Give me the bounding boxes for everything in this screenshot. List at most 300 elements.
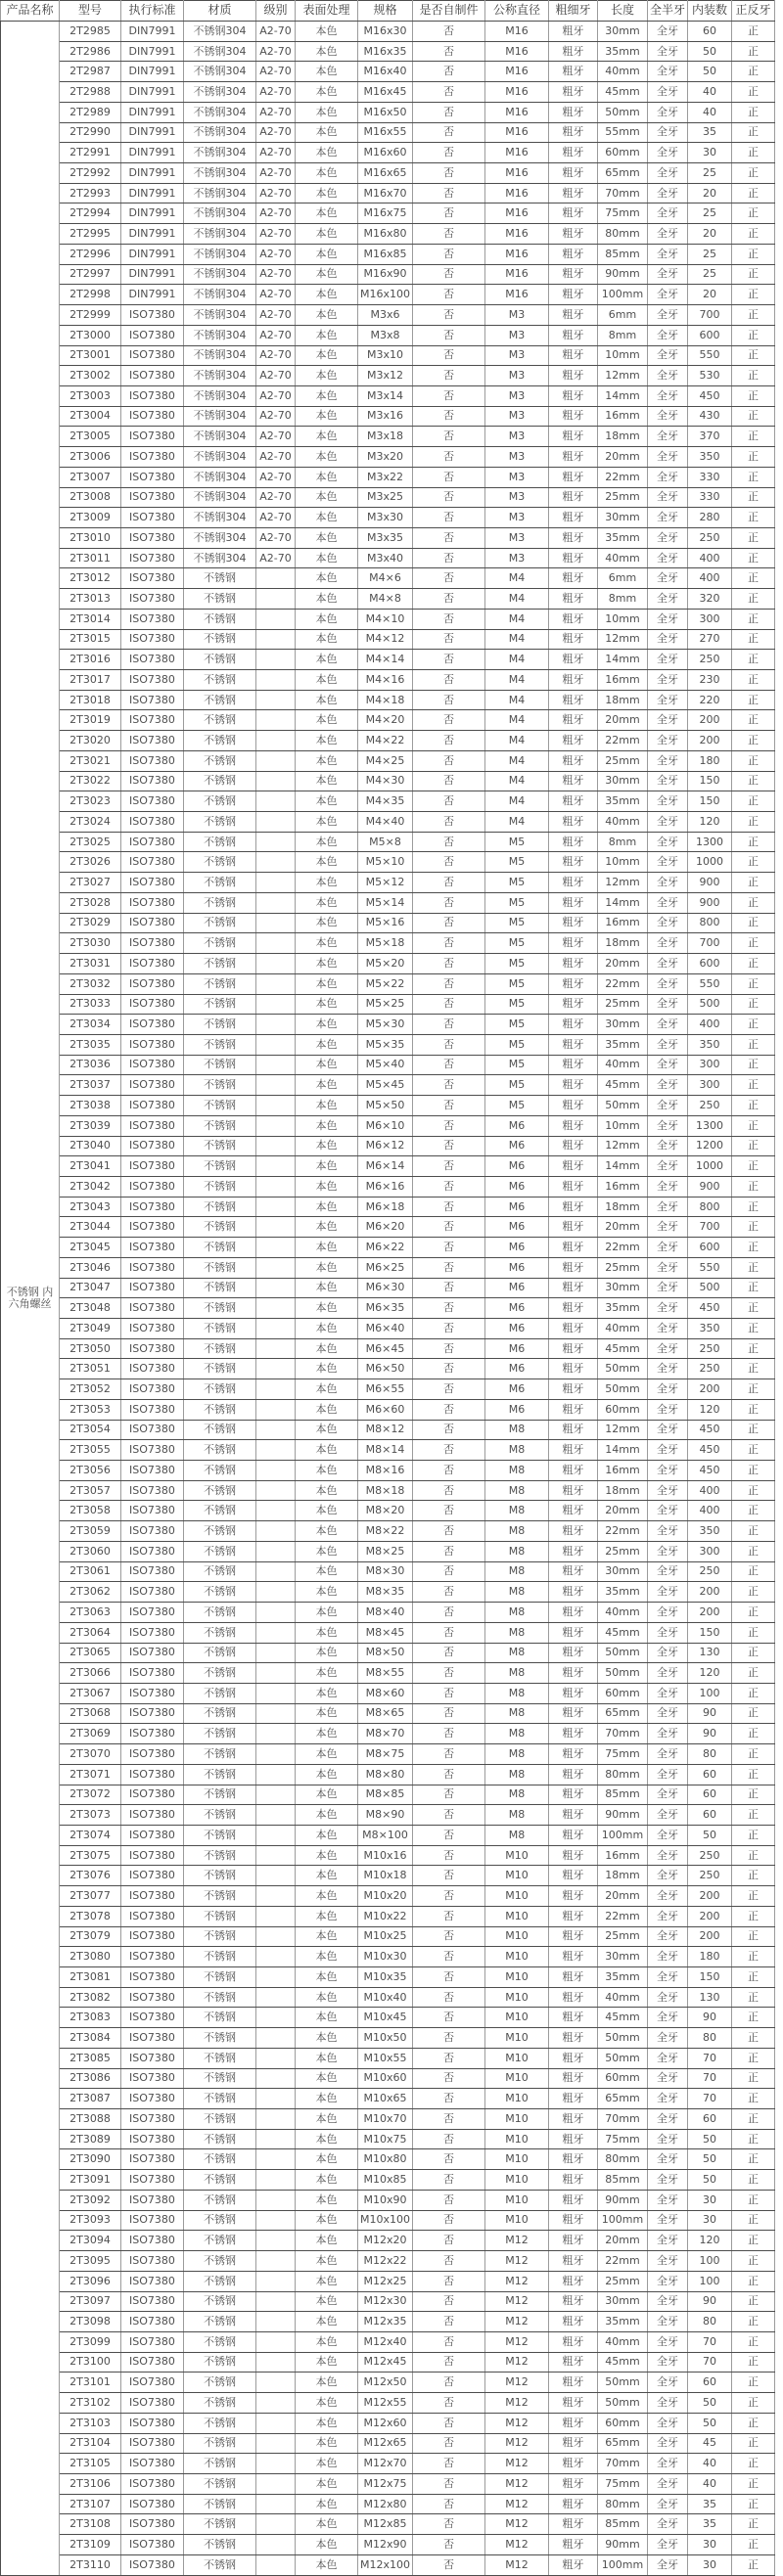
diameter-cell: M3 — [485, 527, 549, 548]
model-cell: 2T3053 — [60, 1399, 121, 1420]
diameter-cell: M4 — [485, 710, 549, 731]
model-cell: 2T3034 — [60, 1015, 121, 1035]
spec-cell: M8×75 — [358, 1744, 413, 1765]
material-cell: 不锈钢 — [184, 954, 256, 974]
finish-cell: 本色 — [296, 731, 358, 751]
thread-type-cell: 粗牙 — [549, 203, 598, 224]
table-row — [1, 1501, 775, 1521]
full-thread-cell: 全牙 — [648, 873, 688, 893]
diameter-cell: M16 — [485, 264, 549, 285]
model-cell: 2T3092 — [60, 2190, 121, 2210]
model-cell: 2T3030 — [60, 933, 121, 954]
direction-cell: 正 — [732, 1055, 775, 1075]
thread-type-cell: 粗牙 — [549, 1399, 598, 1420]
full-thread-cell: 全牙 — [648, 1379, 688, 1400]
full-thread-cell: 全牙 — [648, 1298, 688, 1319]
finish-cell: 本色 — [296, 244, 358, 264]
table-row — [1, 1238, 775, 1258]
full-thread-cell: 全牙 — [648, 771, 688, 791]
diameter-cell: M6 — [485, 1238, 549, 1258]
full-thread-cell: 全牙 — [648, 1278, 688, 1298]
standard-cell: ISO7380 — [121, 731, 184, 751]
grade-cell — [256, 650, 296, 670]
grade-cell: A2-70 — [256, 447, 296, 468]
standard-cell: ISO7380 — [121, 589, 184, 610]
length-cell: 40mm — [598, 2331, 648, 2352]
thread-type-cell: 粗牙 — [549, 2170, 598, 2191]
table-row — [1, 2251, 775, 2272]
self-made-cell: 否 — [413, 1845, 485, 1866]
length-cell: 18mm — [598, 933, 648, 954]
material-cell: 不锈钢 — [184, 1379, 256, 1400]
direction-cell: 正 — [732, 427, 775, 447]
diameter-cell: M4 — [485, 791, 549, 812]
direction-cell: 正 — [732, 1461, 775, 1481]
finish-cell: 本色 — [296, 2109, 358, 2130]
length-cell: 22mm — [598, 1238, 648, 1258]
full-thread-cell: 全牙 — [648, 1845, 688, 1866]
diameter-cell: M6 — [485, 1197, 549, 1217]
material-cell: 不锈钢 — [184, 589, 256, 610]
full-thread-cell: 全牙 — [648, 467, 688, 487]
spec-cell: M10x75 — [358, 2129, 413, 2149]
self-made-cell: 否 — [413, 2433, 485, 2454]
table-row — [1, 1480, 775, 1501]
finish-cell: 本色 — [296, 2170, 358, 2191]
thread-type-cell: 粗牙 — [549, 1480, 598, 1501]
pack-qty-cell: 500 — [688, 1278, 732, 1298]
full-thread-cell: 全牙 — [648, 1015, 688, 1035]
grade-cell — [256, 1298, 296, 1319]
finish-cell: 本色 — [296, 2149, 358, 2170]
full-thread-cell: 全牙 — [648, 2454, 688, 2474]
finish-cell: 本色 — [296, 385, 358, 406]
spec-cell: M6×25 — [358, 1257, 413, 1278]
material-cell: 不锈钢 — [184, 2109, 256, 2130]
table-body — [1, 22, 775, 2576]
table-row — [1, 650, 775, 670]
direction-cell: 正 — [732, 731, 775, 751]
pack-qty-cell: 330 — [688, 487, 732, 508]
diameter-cell: M8 — [485, 1480, 549, 1501]
standard-cell: ISO7380 — [121, 1055, 184, 1075]
material-cell: 不锈钢 — [184, 1926, 256, 1947]
full-thread-cell: 全牙 — [648, 427, 688, 447]
model-cell: 2T3006 — [60, 447, 121, 468]
spec-cell: M12x35 — [358, 2312, 413, 2332]
spec-cell: M6×22 — [358, 1238, 413, 1258]
pack-qty-cell: 270 — [688, 629, 732, 650]
thread-type-cell: 粗牙 — [549, 2413, 598, 2433]
grade-cell — [256, 1947, 296, 1967]
spec-cell: M4×16 — [358, 670, 413, 691]
grade-cell — [256, 1055, 296, 1075]
direction-cell: 正 — [732, 2514, 775, 2535]
table-row — [1, 568, 775, 589]
table-row — [1, 2271, 775, 2291]
thread-type-cell: 粗牙 — [549, 427, 598, 447]
full-thread-cell: 全牙 — [648, 812, 688, 833]
spec-cell: M3x35 — [358, 527, 413, 548]
direction-cell: 正 — [732, 1886, 775, 1907]
model-cell: 2T3078 — [60, 1906, 121, 1926]
model-cell: 2T3039 — [60, 1115, 121, 1136]
spec-cell: M10x80 — [358, 2149, 413, 2170]
grade-cell — [256, 1440, 296, 1461]
model-cell: 2T3043 — [60, 1197, 121, 1217]
finish-cell: 本色 — [296, 1055, 358, 1075]
finish-cell: 本色 — [296, 1785, 358, 1805]
grade-cell — [256, 1278, 296, 1298]
table-row — [1, 82, 775, 103]
grade-cell: A2-70 — [256, 366, 296, 386]
pack-qty-cell: 30 — [688, 2190, 732, 2210]
diameter-cell: M12 — [485, 2331, 549, 2352]
spec-cell: M3x12 — [358, 366, 413, 386]
grade-cell — [256, 2231, 296, 2251]
full-thread-cell: 全牙 — [648, 1359, 688, 1379]
grade-cell: A2-70 — [256, 427, 296, 447]
model-cell: 2T3033 — [60, 994, 121, 1015]
pack-qty-cell: 550 — [688, 1257, 732, 1278]
diameter-cell: M10 — [485, 2190, 549, 2210]
material-cell: 不锈钢 — [184, 2535, 256, 2555]
length-cell: 20mm — [598, 1501, 648, 1521]
material-cell: 不锈钢304 — [184, 508, 256, 528]
finish-cell: 本色 — [296, 1764, 358, 1785]
full-thread-cell: 全牙 — [648, 731, 688, 751]
diameter-cell: M3 — [485, 467, 549, 487]
material-cell: 不锈钢304 — [184, 62, 256, 82]
direction-cell: 正 — [732, 22, 775, 42]
diameter-cell: M16 — [485, 22, 549, 42]
grade-cell — [256, 1926, 296, 1947]
pack-qty-cell: 40 — [688, 102, 732, 122]
length-cell: 30mm — [598, 771, 648, 791]
standard-cell: ISO7380 — [121, 548, 184, 568]
table-row — [1, 2514, 775, 2535]
direction-cell: 正 — [732, 1744, 775, 1765]
standard-cell: ISO7380 — [121, 1379, 184, 1400]
finish-cell: 本色 — [296, 447, 358, 468]
direction-cell: 正 — [732, 285, 775, 305]
spec-cell: M3x25 — [358, 487, 413, 508]
thread-type-cell: 粗牙 — [549, 224, 598, 245]
direction-cell: 正 — [732, 325, 775, 345]
direction-cell: 正 — [732, 1257, 775, 1278]
self-made-cell: 否 — [413, 2494, 485, 2514]
pack-qty-cell: 40 — [688, 82, 732, 103]
spec-cell: M12x40 — [358, 2331, 413, 2352]
spec-cell: M16x85 — [358, 244, 413, 264]
thread-type-cell: 粗牙 — [549, 650, 598, 670]
self-made-cell: 否 — [413, 1238, 485, 1258]
self-made-cell: 否 — [413, 1359, 485, 1379]
spec-cell: M4×20 — [358, 710, 413, 731]
model-cell: 2T3068 — [60, 1703, 121, 1724]
pack-qty-cell: 200 — [688, 710, 732, 731]
diameter-cell: M8 — [485, 1724, 549, 1744]
standard-cell: ISO7380 — [121, 812, 184, 833]
full-thread-cell: 全牙 — [648, 791, 688, 812]
spec-cell: M3x16 — [358, 406, 413, 427]
grade-cell — [256, 1075, 296, 1096]
full-thread-cell: 全牙 — [648, 1906, 688, 1926]
table-row — [1, 2190, 775, 2210]
finish-cell: 本色 — [296, 2271, 358, 2291]
thread-type-cell: 粗牙 — [549, 913, 598, 933]
pack-qty-cell: 700 — [688, 1217, 732, 1238]
self-made-cell: 否 — [413, 812, 485, 833]
spec-cell: M10x16 — [358, 1845, 413, 1866]
self-made-cell: 否 — [413, 508, 485, 528]
self-made-cell: 否 — [413, 385, 485, 406]
full-thread-cell: 全牙 — [648, 2170, 688, 2191]
model-cell: 2T2997 — [60, 264, 121, 285]
finish-cell: 本色 — [296, 913, 358, 933]
material-cell: 不锈钢 — [184, 1015, 256, 1035]
thread-type-cell: 粗牙 — [549, 2149, 598, 2170]
self-made-cell: 否 — [413, 1176, 485, 1197]
pack-qty-cell: 90 — [688, 1724, 732, 1744]
material-cell: 不锈钢 — [184, 568, 256, 589]
thread-type-cell: 粗牙 — [549, 1926, 598, 1947]
finish-cell: 本色 — [296, 1217, 358, 1238]
diameter-cell: M5 — [485, 1075, 549, 1096]
self-made-cell: 否 — [413, 1461, 485, 1481]
spec-cell: M12x70 — [358, 2454, 413, 2474]
thread-type-cell: 粗牙 — [549, 264, 598, 285]
model-cell: 2T3072 — [60, 1785, 121, 1805]
standard-cell: ISO7380 — [121, 1176, 184, 1197]
length-cell: 12mm — [598, 873, 648, 893]
model-cell: 2T3102 — [60, 2393, 121, 2414]
model-cell: 2T2995 — [60, 224, 121, 245]
length-cell: 100mm — [598, 2210, 648, 2231]
model-cell: 2T3016 — [60, 650, 121, 670]
material-cell: 不锈钢 — [184, 2129, 256, 2149]
thread-type-cell: 粗牙 — [549, 1947, 598, 1967]
diameter-cell: M16 — [485, 163, 549, 184]
full-thread-cell: 全牙 — [648, 2352, 688, 2373]
length-cell: 75mm — [598, 1744, 648, 1765]
self-made-cell: 否 — [413, 1399, 485, 1420]
self-made-cell: 否 — [413, 2535, 485, 2555]
self-made-cell: 否 — [413, 2028, 485, 2049]
material-cell: 不锈钢 — [184, 994, 256, 1015]
direction-cell: 正 — [732, 2149, 775, 2170]
length-cell: 25mm — [598, 994, 648, 1015]
self-made-cell: 否 — [413, 1075, 485, 1096]
pack-qty-cell: 350 — [688, 447, 732, 468]
model-cell: 2T3046 — [60, 1257, 121, 1278]
pack-qty-cell: 100 — [688, 1683, 732, 1703]
self-made-cell: 否 — [413, 264, 485, 285]
finish-cell: 本色 — [296, 892, 358, 913]
thread-type-cell: 粗牙 — [549, 1176, 598, 1197]
thread-type-cell: 粗牙 — [549, 22, 598, 42]
table-row — [1, 933, 775, 954]
self-made-cell: 否 — [413, 305, 485, 326]
pack-qty-cell: 550 — [688, 345, 732, 366]
self-made-cell: 否 — [413, 791, 485, 812]
pack-qty-cell: 1000 — [688, 852, 732, 873]
full-thread-cell: 全牙 — [648, 1561, 688, 1582]
spec-cell: M5×20 — [358, 954, 413, 974]
standard-cell: ISO7380 — [121, 750, 184, 771]
material-cell: 不锈钢 — [184, 2312, 256, 2332]
pack-qty-cell: 250 — [688, 1359, 732, 1379]
length-cell: 22mm — [598, 2251, 648, 2272]
self-made-cell: 否 — [413, 1603, 485, 1623]
grade-cell — [256, 2433, 296, 2454]
material-cell: 不锈钢 — [184, 2554, 256, 2575]
model-cell: 2T3054 — [60, 1420, 121, 1440]
thread-type-cell: 粗牙 — [549, 2494, 598, 2514]
self-made-cell: 否 — [413, 731, 485, 751]
model-cell: 2T3035 — [60, 1034, 121, 1055]
direction-cell: 正 — [732, 1825, 775, 1845]
model-cell: 2T3012 — [60, 568, 121, 589]
thread-type-cell: 粗牙 — [549, 345, 598, 366]
grade-cell — [256, 994, 296, 1015]
thread-type-cell: 粗牙 — [549, 1501, 598, 1521]
diameter-cell: M5 — [485, 1015, 549, 1035]
model-cell: 2T3050 — [60, 1338, 121, 1359]
thread-type-cell: 粗牙 — [549, 1603, 598, 1623]
grade-cell — [256, 2413, 296, 2433]
self-made-cell: 否 — [413, 1015, 485, 1035]
diameter-cell: M16 — [485, 102, 549, 122]
grade-cell — [256, 1015, 296, 1035]
diameter-cell: M10 — [485, 1926, 549, 1947]
material-cell: 不锈钢 — [184, 1096, 256, 1116]
full-thread-cell: 全牙 — [648, 1785, 688, 1805]
thread-type-cell: 粗牙 — [549, 1643, 598, 1663]
grade-cell: A2-70 — [256, 102, 296, 122]
direction-cell: 正 — [732, 1967, 775, 1988]
self-made-cell: 否 — [413, 427, 485, 447]
thread-type-cell: 粗牙 — [549, 1785, 598, 1805]
grade-cell — [256, 1744, 296, 1765]
length-cell: 45mm — [598, 1075, 648, 1096]
self-made-cell: 否 — [413, 2413, 485, 2433]
material-cell: 不锈钢304 — [184, 102, 256, 122]
direction-cell: 正 — [732, 183, 775, 203]
full-thread-cell: 全牙 — [648, 2433, 688, 2454]
standard-cell: DIN7991 — [121, 41, 184, 62]
pack-qty-cell: 130 — [688, 1643, 732, 1663]
pack-qty-cell: 400 — [688, 568, 732, 589]
direction-cell: 正 — [732, 1238, 775, 1258]
grade-cell — [256, 1663, 296, 1684]
pack-qty-cell: 90 — [688, 1703, 732, 1724]
self-made-cell: 否 — [413, 1338, 485, 1359]
spec-cell: M10x65 — [358, 2089, 413, 2109]
pack-qty-cell: 50 — [688, 2170, 732, 2191]
spec-cell: M4×30 — [358, 771, 413, 791]
grade-cell: A2-70 — [256, 305, 296, 326]
standard-cell: ISO7380 — [121, 1703, 184, 1724]
grade-cell — [256, 589, 296, 610]
model-cell: 2T3067 — [60, 1683, 121, 1703]
thread-type-cell: 粗牙 — [549, 527, 598, 548]
diameter-cell: M3 — [485, 305, 549, 326]
material-cell: 不锈钢 — [184, 1785, 256, 1805]
model-cell: 2T3002 — [60, 366, 121, 386]
model-cell: 2T3042 — [60, 1176, 121, 1197]
diameter-cell: M10 — [485, 2008, 549, 2028]
finish-cell: 本色 — [296, 2413, 358, 2433]
length-cell: 20mm — [598, 710, 648, 731]
diameter-cell: M6 — [485, 1136, 549, 1156]
length-cell: 22mm — [598, 1906, 648, 1926]
direction-cell: 正 — [732, 1015, 775, 1035]
direction-cell: 正 — [732, 203, 775, 224]
material-cell: 不锈钢 — [184, 1582, 256, 1603]
table-row — [1, 2473, 775, 2494]
table-row — [1, 1055, 775, 1075]
table-row — [1, 1663, 775, 1684]
finish-cell: 本色 — [296, 852, 358, 873]
standard-cell: ISO7380 — [121, 1886, 184, 1907]
spec-cell: M12x80 — [358, 2494, 413, 2514]
thread-type-cell: 粗牙 — [549, 1663, 598, 1684]
pack-qty-cell: 250 — [688, 1338, 732, 1359]
table-row — [1, 143, 775, 163]
table-row — [1, 1156, 775, 1177]
grade-cell — [256, 629, 296, 650]
full-thread-cell: 全牙 — [648, 1521, 688, 1542]
pack-qty-cell: 70 — [688, 2068, 732, 2089]
standard-cell: ISO7380 — [121, 1967, 184, 1988]
material-cell: 不锈钢 — [184, 1440, 256, 1461]
grade-cell — [256, 771, 296, 791]
grade-cell — [256, 852, 296, 873]
model-cell: 2T3004 — [60, 406, 121, 427]
thread-type-cell: 粗牙 — [549, 1987, 598, 2008]
thread-type-cell: 粗牙 — [549, 1319, 598, 1339]
spec-cell: M8×90 — [358, 1805, 413, 1826]
model-cell: 2T3069 — [60, 1724, 121, 1744]
direction-cell: 正 — [732, 527, 775, 548]
thread-type-cell: 粗牙 — [549, 1541, 598, 1561]
pack-qty-cell: 35 — [688, 2514, 732, 2535]
length-cell: 90mm — [598, 264, 648, 285]
model-cell: 2T3095 — [60, 2251, 121, 2272]
model-cell: 2T3098 — [60, 2312, 121, 2332]
table-row — [1, 1561, 775, 1582]
thread-type-cell: 粗牙 — [549, 2271, 598, 2291]
diameter-cell: M16 — [485, 224, 549, 245]
table-row — [1, 264, 775, 285]
length-cell: 50mm — [598, 2028, 648, 2049]
col-header-length: 长度 — [598, 1, 648, 22]
table-row — [1, 2331, 775, 2352]
finish-cell: 本色 — [296, 1399, 358, 1420]
finish-cell: 本色 — [296, 2494, 358, 2514]
pack-qty-cell: 370 — [688, 427, 732, 447]
spec-cell: M8×55 — [358, 1663, 413, 1684]
table-row — [1, 427, 775, 447]
thread-type-cell: 粗牙 — [549, 1338, 598, 1359]
finish-cell: 本色 — [296, 1886, 358, 1907]
table-row — [1, 102, 775, 122]
standard-cell: ISO7380 — [121, 873, 184, 893]
table-row — [1, 2535, 775, 2555]
diameter-cell: M10 — [485, 2048, 549, 2068]
material-cell: 不锈钢 — [184, 2433, 256, 2454]
